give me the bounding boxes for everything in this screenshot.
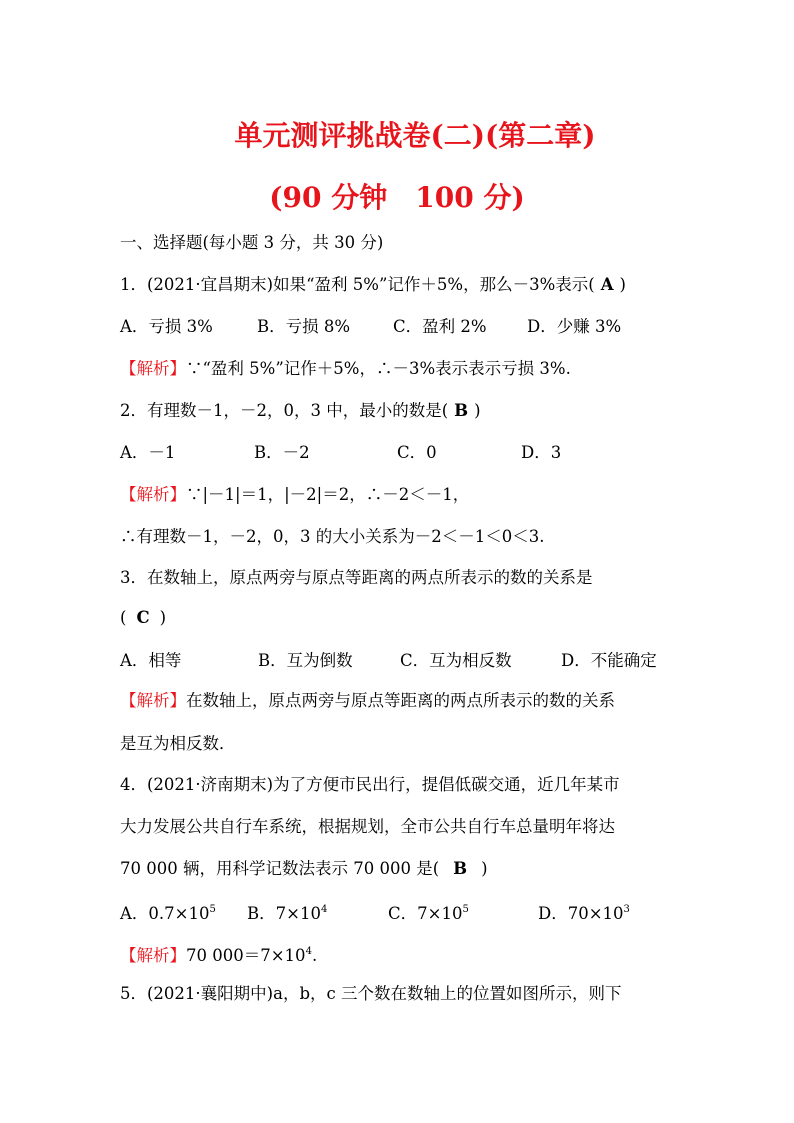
question-5-stem: 5．(2021·襄阳期中)a，b，c 三个数在数轴上的位置如图所示，则下: [120, 984, 622, 1003]
question-3-option-b: B．互为倒数: [258, 651, 353, 670]
question-2-close: ): [474, 401, 481, 420]
question-4-option-a: [120, 899, 247, 925]
question-2-analysis-line-2: ∴有理数－1，－2，0，3 的大小关系为－2＜－1＜0＜3.: [120, 527, 545, 546]
question-4-answer: B: [453, 859, 468, 878]
question-4-stem-line-3: [120, 858, 488, 880]
question-2-analysis: [120, 484, 469, 506]
question-3-analysis-line-2: 是互为相反数．: [120, 734, 236, 753]
option-d-exponent: 3: [623, 904, 630, 915]
question-3-option-a: A．相等: [120, 651, 182, 670]
question-4-close: ): [481, 859, 488, 878]
section-heading: 一、选择题(每小题 3 分，共 30 分): [120, 233, 384, 252]
option-c-base: C．7×10: [388, 904, 463, 923]
question-1-option-d: D．少赚 3%: [527, 317, 622, 336]
question-2-answer: B: [454, 401, 469, 420]
question-1-text: 1．(2021·宜昌期末)如果“盈利 5%”记作＋5%，那么－3%表示(: [120, 275, 595, 294]
question-1-close: ): [619, 275, 626, 294]
option-a-exponent: 5: [209, 904, 216, 915]
option-b-base: B．7×10: [247, 904, 321, 923]
question-3-analysis-text: 在数轴上，原点两旁与原点等距离的两点所表示的数的关系: [186, 691, 615, 710]
question-1-option-a: A．亏损 3%: [120, 317, 213, 336]
question-4-stem-line-2: 大力发展公共自行车系统，根据规划，全市公共自行车总量明年将达: [120, 817, 615, 836]
question-3-analysis: [120, 690, 615, 712]
option-a-base: A．0.7×10: [120, 904, 210, 923]
analysis-tag: 【解析】: [120, 691, 186, 710]
question-3-options: [120, 650, 657, 672]
question-4-analysis-exponent: 4: [305, 946, 312, 957]
question-1-answer: A: [600, 275, 614, 294]
question-2-option-a: A．－1: [120, 443, 176, 462]
question-4-option-d: [538, 899, 630, 925]
question-4-stem-line-1: 4．(2021·济南期末)为了方便市民出行，提倡低碳交通，近几年某市: [120, 775, 620, 794]
question-4-options: [120, 899, 630, 925]
question-1-analysis: [120, 358, 571, 380]
question-2-stem: [120, 400, 481, 422]
question-2-options: [120, 442, 561, 464]
question-2-option-d: D．3: [521, 443, 562, 462]
option-c-exponent: 5: [462, 904, 469, 915]
question-3-option-d: D．不能确定: [561, 651, 657, 670]
option-b-exponent: 4: [320, 904, 328, 915]
question-1-option-b: B．亏损 8%: [257, 317, 351, 336]
page-subtitle: (90 分钟 100 分): [269, 181, 525, 214]
question-3-answer-line: [120, 607, 166, 629]
option-d-base: D．70×10: [538, 904, 624, 923]
question-4-analysis-base: 70 000＝7×10: [186, 946, 306, 965]
question-3-open: (: [120, 608, 127, 627]
page-title: 单元测评挑战卷(二)(第二章): [234, 119, 596, 152]
question-2-option-b: B．－2: [254, 443, 310, 462]
question-1-option-c: C．盈利 2%: [393, 317, 487, 336]
question-3-close: ): [159, 608, 167, 627]
question-3-answer: C: [136, 608, 150, 627]
analysis-tag: 【解析】: [120, 946, 186, 965]
analysis-tag: 【解析】: [120, 359, 186, 378]
question-4-analysis: [120, 941, 317, 967]
question-4-option-c: [388, 899, 538, 925]
question-1-options: [120, 316, 621, 338]
question-2-analysis-text: ∵|－1|＝1，|－2|＝2，∴－2＜－1，: [186, 485, 470, 504]
question-4-option-b: [247, 899, 388, 925]
analysis-tag: 【解析】: [120, 485, 186, 504]
question-3-option-c: C．互为相反数: [400, 651, 512, 670]
question-2-text: 2．有理数－1，－2，0，3 中，最小的数是(: [120, 401, 449, 420]
question-4-analysis-end: .: [311, 946, 318, 965]
question-3-stem: 3．在数轴上，原点两旁与原点等距离的两点所表示的数的关系是: [120, 568, 593, 587]
question-1-stem: [120, 274, 626, 296]
question-2-option-c: C．0: [397, 443, 437, 462]
question-4-text: 70 000 辆，用科学记数法表示 70 000 是(: [120, 859, 440, 878]
question-1-analysis-text: ∵“盈利 5%”记作＋5%，∴－3%表示表示亏损 3%.: [186, 359, 571, 378]
